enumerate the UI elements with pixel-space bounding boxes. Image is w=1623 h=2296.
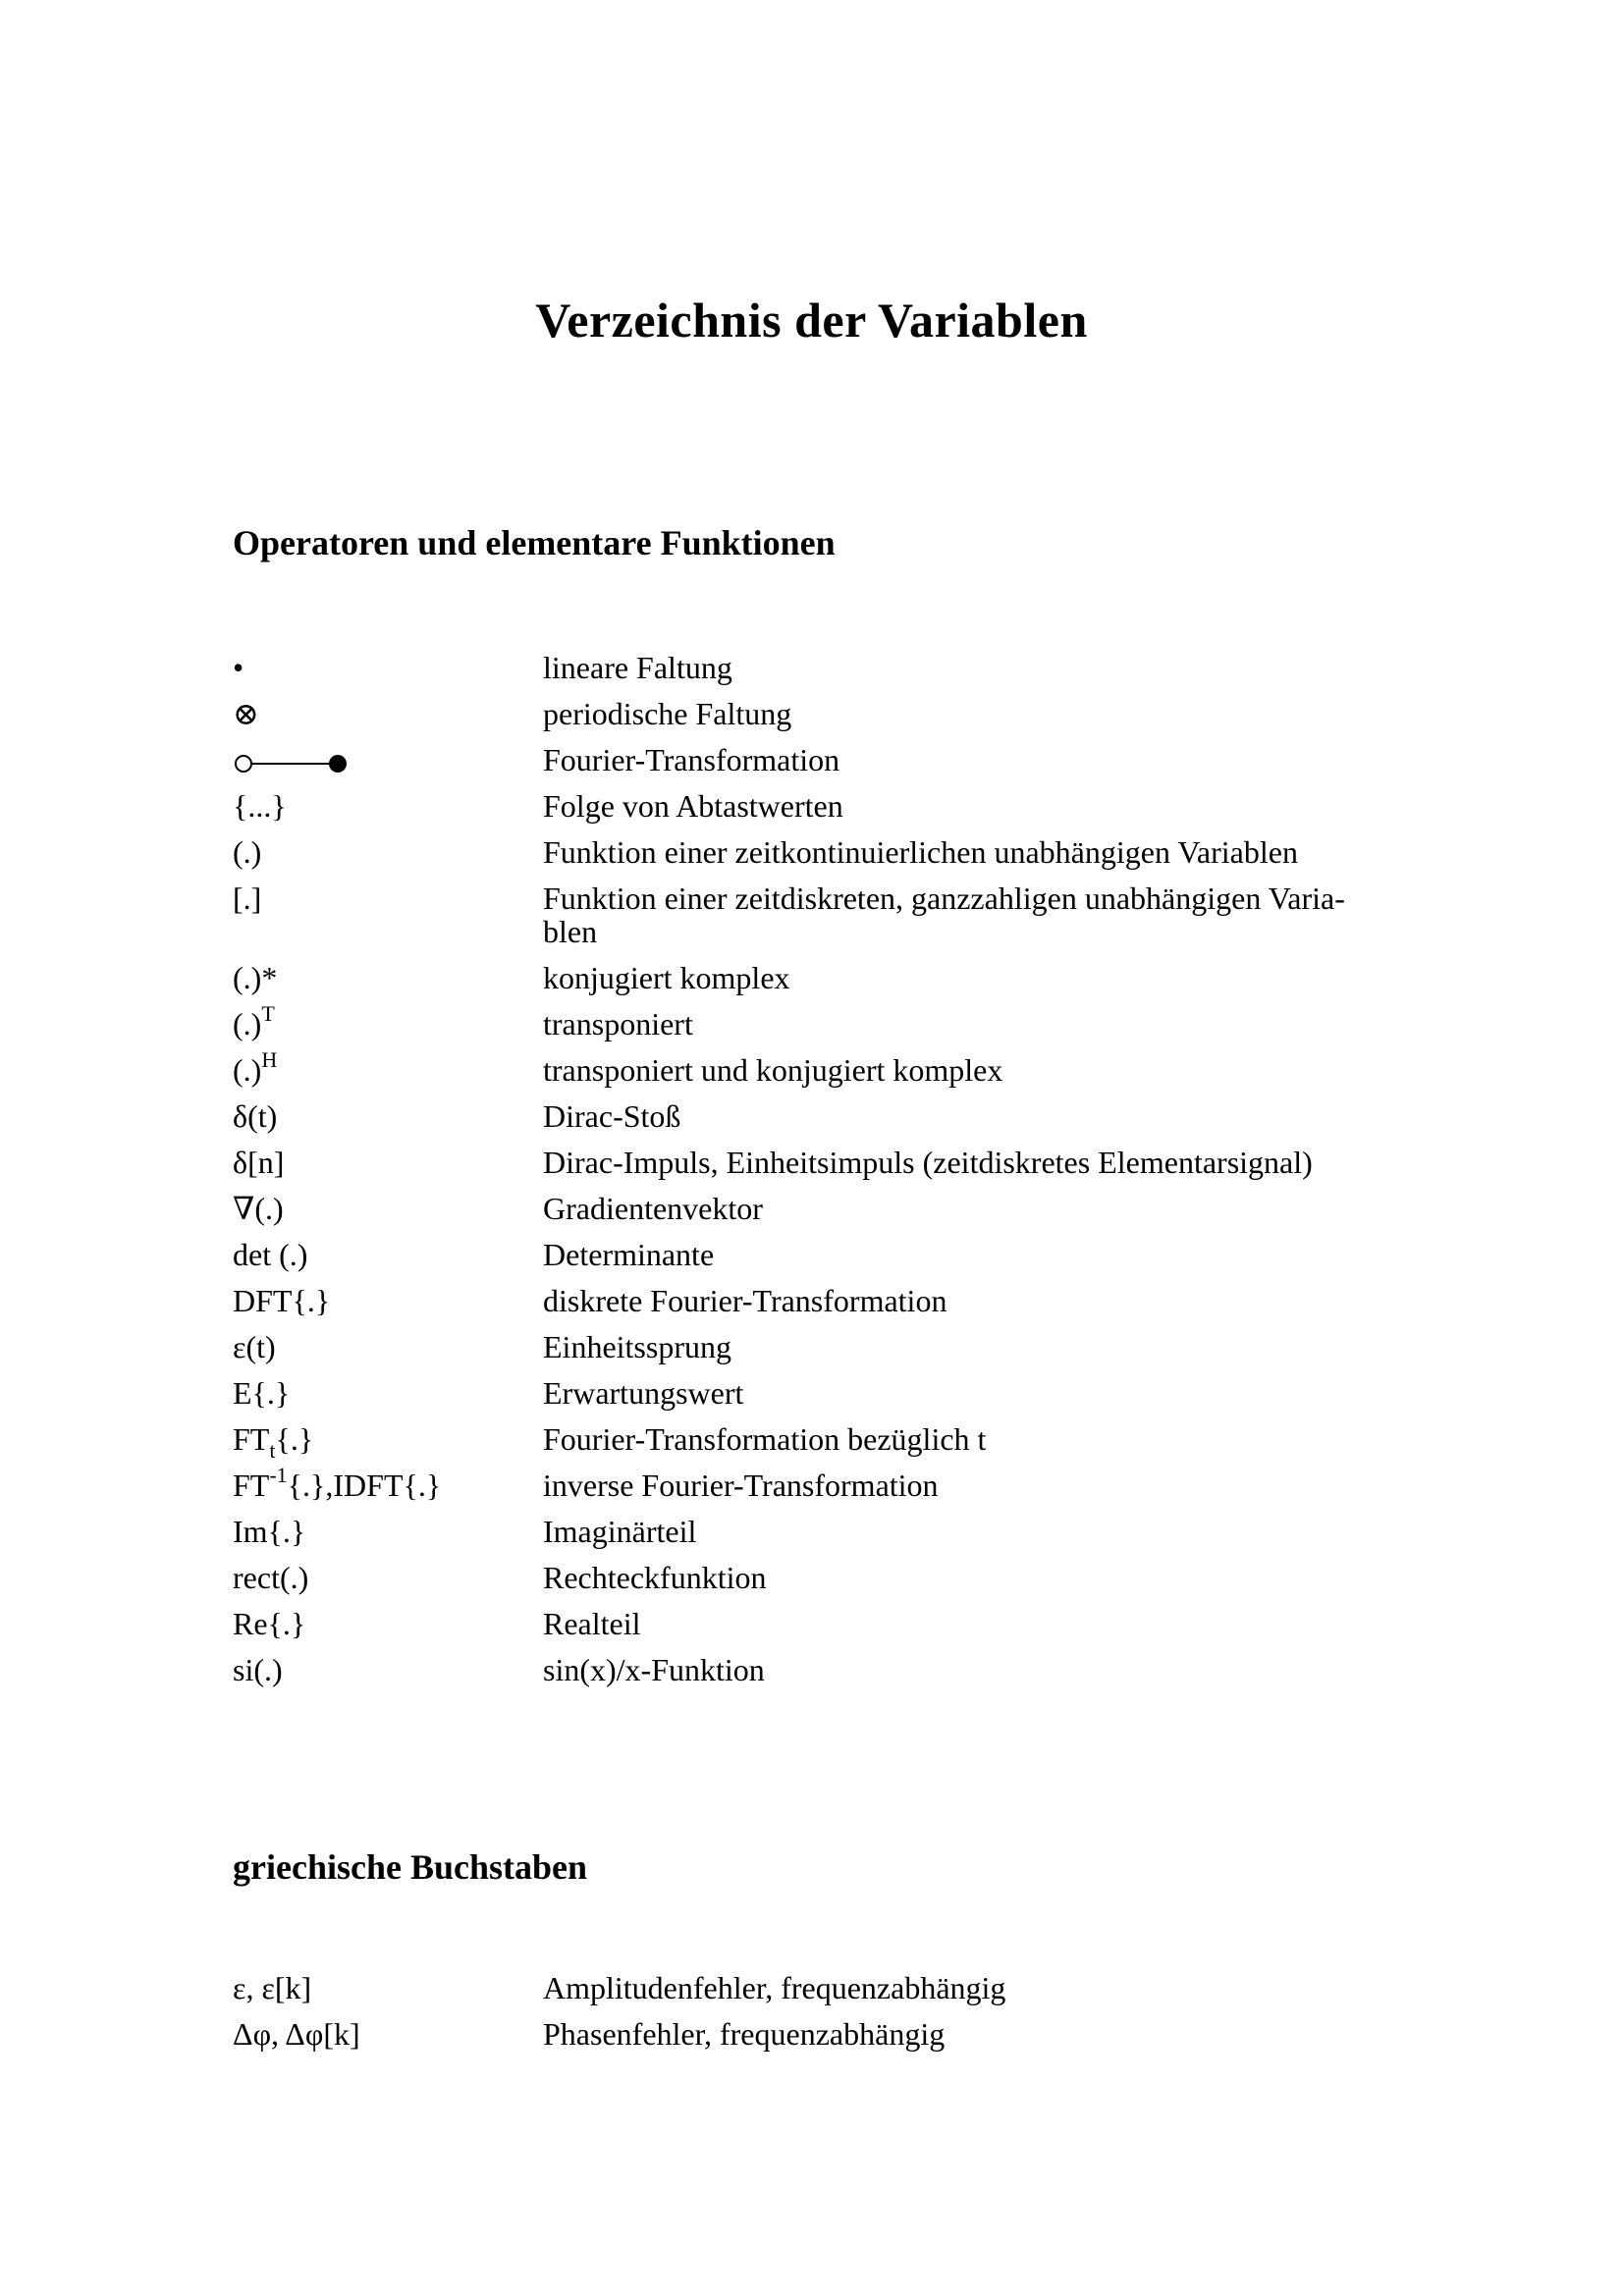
symbol-superscript: -1 [269,1463,288,1487]
description: inverse Fourier-Transformation [543,1468,939,1503]
symbol: • [233,650,244,685]
description: transponiert [543,1006,693,1041]
symbol: (.)$^H$ [233,1047,278,1088]
symbol: {...} [233,788,287,824]
symbol: ∇(.) [233,1191,284,1226]
description: konjugiert komplex [543,960,790,995]
description: Determinante [543,1237,715,1272]
description: Fourier-Transformation bezüglich t [543,1421,987,1457]
section-heading-greek: griechische Buchstaben [233,1847,588,1887]
symbol: ε(t) [233,1329,276,1364]
symbol: Re{.} [233,1606,306,1641]
symbol: Im{.} [233,1514,306,1549]
description: Amplitudenfehler, frequenzabhängig [543,1970,1006,2005]
description: sin(x)/x-Funktion [543,1652,765,1687]
symbol: Δφ, Δφ[k] [233,2016,360,2052]
fourier-correspondence-icon [233,743,351,778]
description-continuation: blen [543,914,598,949]
description: Funktion einer zeitdiskreten, ganzzahligen unabhängigen Varia- [543,881,1345,916]
symbol: (.) [233,834,262,870]
symbol: DFT{.} [233,1283,331,1318]
description: Folge von Abtastwerten [543,788,843,824]
description: diskrete Fourier-Transformation [543,1283,947,1318]
symbol-superscript: T [261,1001,275,1026]
description: transponiert und konjugiert komplex [543,1052,1003,1088]
symbol: $FT^{-1}\{.\},IDFT\{.\}$ [233,1463,442,1503]
symbol: si(.) [233,1652,283,1687]
description: Gradientenvektor [543,1191,763,1226]
description: Realteil [543,1606,641,1641]
description: Imaginärteil [543,1514,697,1549]
section-heading-operators: Operatoren und elementare Funktionen [233,523,836,562]
description: Phasenfehler, frequenzabhängig [543,2016,946,2052]
description: Dirac-Impuls, Einheitsimpuls (zeitdiskretes Elementarsignal) [543,1145,1313,1180]
description: Erwartungswert [543,1375,744,1411]
symbol: (.)$^T$ [233,1001,275,1041]
symbol: δ(t) [233,1098,278,1134]
symbol: det (.) [233,1237,308,1272]
description: Einheitssprung [543,1329,731,1364]
description: Rechteckfunktion [543,1560,767,1595]
description: Dirac-Stoß [543,1098,681,1134]
description: Funktion einer zeitkontinuierlichen unabhängigen Variablen [543,834,1298,870]
description: Fourier-Transformation [543,742,840,777]
description: periodische Faltung [543,696,792,731]
symbol: δ[n] [233,1145,285,1180]
symbol-superscript: H [261,1047,278,1072]
symbol: ε, ε[k] [233,1970,312,2005]
symbol: ⊗ [233,696,259,731]
symbol: (.)* [233,960,278,995]
symbol: rect(.) [233,1560,309,1595]
symbol-subscript: t [269,1438,276,1463]
symbol: $FT_t\{.\}$ [233,1421,314,1463]
page-title: Verzeichnis der Variablen [535,293,1088,347]
description: lineare Faltung [543,650,732,685]
symbol: E{.} [233,1375,291,1411]
symbol: [.] [233,881,262,916]
